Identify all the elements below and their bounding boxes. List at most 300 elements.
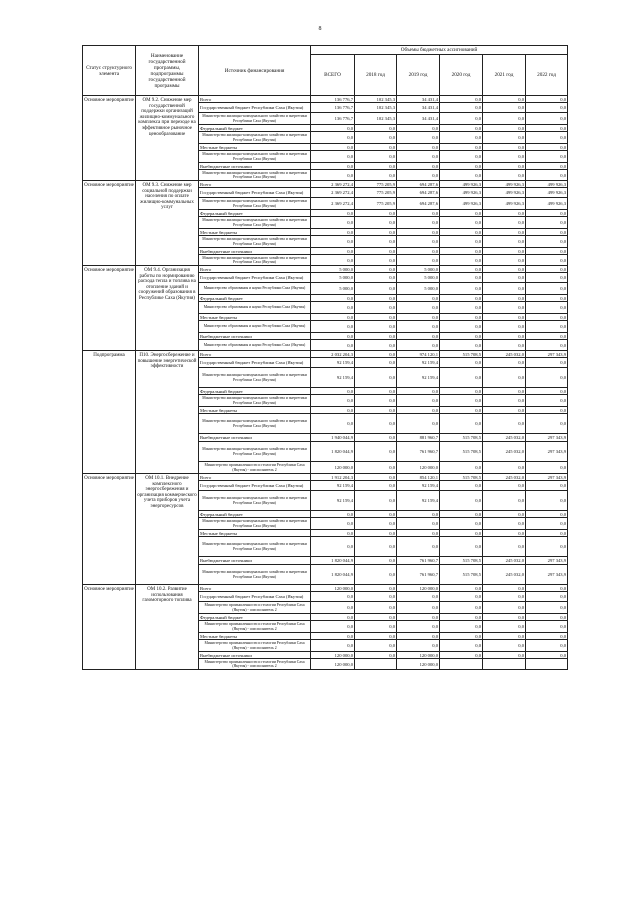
amount-cell: 0,0 bbox=[355, 537, 397, 557]
amount-cell: 0,0 bbox=[397, 302, 440, 314]
amount-cell: 0,0 bbox=[355, 518, 397, 530]
amount-cell: 854 120,1 bbox=[397, 474, 440, 481]
amount-cell: 120 000,0 bbox=[311, 585, 355, 592]
amount-cell: 0,0 bbox=[440, 621, 483, 633]
amount-cell: 297 343,9 bbox=[526, 557, 568, 565]
amount-cell: 0,0 bbox=[355, 236, 397, 248]
amount-cell: 102 345,3 bbox=[355, 96, 397, 103]
agency-cell: Министерство промышленности и геологии Республики Саха (Якутия) - соисполнитель 2 bbox=[199, 621, 311, 633]
amount-cell: 0,0 bbox=[311, 414, 355, 434]
amount-cell: 2 369 272,4 bbox=[311, 198, 355, 210]
amount-cell: 0,0 bbox=[526, 633, 568, 640]
amount-cell: 0,0 bbox=[526, 395, 568, 407]
amount-cell: 0,0 bbox=[526, 340, 568, 351]
amount-cell: 5 000,0 bbox=[311, 273, 355, 283]
amount-cell: 0,0 bbox=[526, 210, 568, 217]
amount-cell: 0,0 bbox=[355, 358, 397, 368]
amount-cell: 0,0 bbox=[440, 537, 483, 557]
agency-cell: Министерство образования и науки Республики Саха (Якутия) bbox=[199, 340, 311, 351]
amount-cell: 0,0 bbox=[483, 340, 526, 351]
amount-cell: 0,0 bbox=[483, 96, 526, 103]
amount-cell: 0,0 bbox=[355, 434, 397, 442]
amount-cell: 0,0 bbox=[526, 266, 568, 273]
amount-cell: 0,0 bbox=[311, 340, 355, 351]
amount-cell: 1 912 204,3 bbox=[311, 474, 355, 481]
amount-cell: 0,0 bbox=[526, 170, 568, 181]
amount-cell: 0,0 bbox=[311, 633, 355, 640]
amount-cell: 0,0 bbox=[440, 255, 483, 266]
amount-cell: 0,0 bbox=[440, 368, 483, 388]
amount-cell: 0,0 bbox=[526, 652, 568, 659]
amount-cell: 0,0 bbox=[397, 248, 440, 255]
amount-cell: 499 926,3 bbox=[440, 188, 483, 198]
amount-cell: 0,0 bbox=[355, 395, 397, 407]
amount-cell: 1 820 044,9 bbox=[311, 442, 355, 462]
agency-cell: Министерство жилищно-коммунального хозяйства и энергетики Республики Саха (Якутия) bbox=[199, 537, 311, 557]
amount-cell: 0,0 bbox=[526, 302, 568, 314]
program-name-cell: ОМ 9.2. Снижение мер государственной поддержки организаций жилищно-коммунального комплекса при переходе на эффективное рыночное ценообразование bbox=[136, 96, 199, 181]
amount-cell: 0,0 bbox=[440, 640, 483, 652]
amount-cell: 0,0 bbox=[483, 210, 526, 217]
amount-cell: 120 000,0 bbox=[311, 659, 355, 670]
amount-cell: 120 000,0 bbox=[397, 462, 440, 474]
amount-cell: 0,0 bbox=[397, 170, 440, 181]
agency-cell: Министерство жилищно-коммунального хозяйства и энергетики Республики Саха (Якутия) bbox=[199, 368, 311, 388]
amount-cell: 0,0 bbox=[397, 321, 440, 333]
amount-cell: 0,0 bbox=[526, 511, 568, 518]
amount-cell: 0,0 bbox=[526, 537, 568, 557]
header-row-top bbox=[83, 46, 568, 55]
amount-cell: 120 000,0 bbox=[311, 462, 355, 474]
agency-cell: Министерство промышленности и геологии Республики Саха (Якутия) - соисполнитель 2 bbox=[199, 659, 311, 670]
amount-cell: 0,0 bbox=[355, 491, 397, 511]
amount-cell: 0,0 bbox=[355, 210, 397, 217]
table-row bbox=[83, 351, 568, 358]
amount-cell: 0,0 bbox=[440, 511, 483, 518]
amount-cell: 0,0 bbox=[355, 248, 397, 255]
source-cell: Федеральный бюджет bbox=[199, 210, 311, 217]
amount-cell: 0,0 bbox=[440, 113, 483, 125]
amount-cell: 0,0 bbox=[355, 368, 397, 388]
amount-cell: 0,0 bbox=[526, 518, 568, 530]
amount-cell: 499 926,3 bbox=[483, 181, 526, 188]
amount-cell: 92 159,4 bbox=[397, 481, 440, 491]
amount-cell: 0,0 bbox=[355, 592, 397, 602]
amount-cell: 499 926,3 bbox=[526, 188, 568, 198]
amount-cell: 245 032,0 bbox=[483, 557, 526, 565]
amount-cell: 0,0 bbox=[483, 614, 526, 621]
amount-cell: 120 000,0 bbox=[397, 659, 440, 670]
amount-cell: 0,0 bbox=[483, 266, 526, 273]
amount-cell: 0,0 bbox=[440, 170, 483, 181]
agency-cell: Министерство жилищно-коммунального хозяйства и энергетики Республики Саха (Якутия) bbox=[199, 518, 311, 530]
amount-cell bbox=[526, 659, 568, 670]
source-cell: Внебюджетные источники bbox=[199, 163, 311, 170]
amount-cell: 0,0 bbox=[440, 388, 483, 395]
amount-cell: 0,0 bbox=[311, 388, 355, 395]
amount-cell: 761 960,7 bbox=[397, 442, 440, 462]
amount-cell: 0,0 bbox=[311, 592, 355, 602]
amount-cell: 0,0 bbox=[311, 407, 355, 414]
status-cell: Основное мероприятие bbox=[83, 96, 136, 181]
amount-cell: 0,0 bbox=[355, 351, 397, 358]
amount-cell: 0,0 bbox=[440, 151, 483, 163]
amount-cell: 0,0 bbox=[483, 132, 526, 144]
amount-cell: 0,0 bbox=[526, 621, 568, 633]
amount-cell: 0,0 bbox=[440, 602, 483, 614]
amount-cell: 0,0 bbox=[355, 481, 397, 491]
amount-cell: 0,0 bbox=[397, 132, 440, 144]
amount-cell: 0,0 bbox=[355, 640, 397, 652]
amount-cell: 0,0 bbox=[483, 633, 526, 640]
amount-cell: 0,0 bbox=[355, 255, 397, 266]
amount-cell: 0,0 bbox=[355, 170, 397, 181]
amount-cell: 0,0 bbox=[483, 295, 526, 302]
status-cell: Подпрограмма bbox=[83, 351, 136, 474]
amount-cell: 0,0 bbox=[483, 273, 526, 283]
amount-cell: 0,0 bbox=[440, 407, 483, 414]
amount-cell: 0,0 bbox=[483, 481, 526, 491]
page-number: 8 bbox=[318, 26, 322, 32]
source-cell: Федеральный бюджет bbox=[199, 388, 311, 395]
source-cell: Всего bbox=[199, 585, 311, 592]
amount-cell: 0,0 bbox=[526, 96, 568, 103]
amount-cell: 0,0 bbox=[483, 358, 526, 368]
amount-cell: 0,0 bbox=[311, 217, 355, 229]
table-row bbox=[83, 474, 568, 481]
amount-cell: 0,0 bbox=[311, 602, 355, 614]
amount-cell: 1 940 044,9 bbox=[311, 434, 355, 442]
amount-cell: 0,0 bbox=[483, 333, 526, 340]
amount-cell: 0,0 bbox=[483, 407, 526, 414]
program-name-cell: ОМ 10.1. Внедрение комплексного энергосбережения и организация коммерческого учета приборов учета энергоресурсов bbox=[136, 474, 199, 585]
header-source: Источник финансирования bbox=[199, 46, 311, 96]
amount-cell: 5 000,0 bbox=[311, 266, 355, 273]
amount-cell: 0,0 bbox=[526, 283, 568, 295]
amount-cell: 102 345,3 bbox=[355, 103, 397, 113]
amount-cell: 0,0 bbox=[526, 255, 568, 266]
amount-cell: 0,0 bbox=[311, 302, 355, 314]
amount-cell: 0,0 bbox=[440, 333, 483, 340]
amount-cell: 0,0 bbox=[483, 388, 526, 395]
amount-cell: 0,0 bbox=[397, 314, 440, 321]
status-cell: Основное мероприятие bbox=[83, 585, 136, 670]
amount-cell: 515 708,5 bbox=[440, 557, 483, 565]
amount-cell: 515 708,5 bbox=[440, 351, 483, 358]
source-cell: Федеральный бюджет bbox=[199, 614, 311, 621]
amount-cell: 0,0 bbox=[440, 229, 483, 236]
amount-cell: 775 205,9 bbox=[355, 198, 397, 210]
amount-cell: 0,0 bbox=[311, 511, 355, 518]
amount-cell: 0,0 bbox=[397, 592, 440, 602]
amount-cell: 0,0 bbox=[440, 144, 483, 151]
amount-cell: 0,0 bbox=[355, 462, 397, 474]
amount-cell: 0,0 bbox=[440, 248, 483, 255]
amount-cell: 499 926,3 bbox=[526, 198, 568, 210]
amount-cell: 0,0 bbox=[355, 565, 397, 585]
amount-cell: 34 431,4 bbox=[397, 113, 440, 125]
source-cell: Внебюджетные источники bbox=[199, 434, 311, 442]
amount-cell: 0,0 bbox=[440, 283, 483, 295]
amount-cell: 0,0 bbox=[397, 633, 440, 640]
agency-cell: Министерство жилищно-коммунального хозяйства и энергетики Республики Саха (Якутия) bbox=[199, 198, 311, 210]
amount-cell: 92 159,4 bbox=[397, 358, 440, 368]
source-cell: Внебюджетные источники bbox=[199, 652, 311, 659]
agency-cell: Министерство жилищно-коммунального хозяйства и энергетики Республики Саха (Якутия) bbox=[199, 442, 311, 462]
amount-cell: 136 776,7 bbox=[311, 103, 355, 113]
amount-cell: 0,0 bbox=[483, 511, 526, 518]
amount-cell: 0,0 bbox=[397, 614, 440, 621]
amount-cell: 0,0 bbox=[526, 125, 568, 132]
agency-cell: Министерство образования и науки Республики Саха (Якутия) bbox=[199, 321, 311, 333]
amount-cell: 0,0 bbox=[311, 614, 355, 621]
amount-cell: 0,0 bbox=[311, 255, 355, 266]
source-cell: Федеральный бюджет bbox=[199, 295, 311, 302]
source-cell: Местные бюджеты bbox=[199, 229, 311, 236]
amount-cell: 0,0 bbox=[526, 314, 568, 321]
amount-cell: 515 708,5 bbox=[440, 474, 483, 481]
amount-cell: 0,0 bbox=[483, 170, 526, 181]
amount-cell: 0,0 bbox=[526, 414, 568, 434]
amount-cell: 0,0 bbox=[483, 652, 526, 659]
amount-cell: 0,0 bbox=[526, 132, 568, 144]
amount-cell: 5 000,0 bbox=[397, 266, 440, 273]
header-volumes: Объемы бюджетных ассигнований bbox=[311, 46, 568, 55]
amount-cell: 0,0 bbox=[440, 614, 483, 621]
amount-cell: 0,0 bbox=[355, 302, 397, 314]
amount-cell: 0,0 bbox=[311, 530, 355, 537]
status-cell: Основное мероприятие bbox=[83, 266, 136, 351]
agency-cell: Министерство жилищно-коммунального хозяйства и энергетики Республики Саха (Якутия) bbox=[199, 414, 311, 434]
source-cell: Местные бюджеты bbox=[199, 144, 311, 151]
amount-cell: 0,0 bbox=[440, 163, 483, 170]
amount-cell: 0,0 bbox=[397, 210, 440, 217]
amount-cell: 515 708,5 bbox=[440, 565, 483, 585]
amount-cell: 0,0 bbox=[397, 518, 440, 530]
header-year: 2018 год bbox=[355, 55, 397, 96]
amount-cell: 92 159,4 bbox=[397, 491, 440, 511]
amount-cell: 0,0 bbox=[526, 229, 568, 236]
amount-cell: 245 032,0 bbox=[483, 442, 526, 462]
amount-cell: 92 159,4 bbox=[397, 368, 440, 388]
amount-cell: 0,0 bbox=[483, 248, 526, 255]
amount-cell bbox=[483, 659, 526, 670]
amount-cell: 0,0 bbox=[483, 144, 526, 151]
amount-cell: 0,0 bbox=[355, 614, 397, 621]
amount-cell: 694 287,6 bbox=[397, 181, 440, 188]
amount-cell: 136 776,7 bbox=[311, 96, 355, 103]
amount-cell bbox=[440, 659, 483, 670]
amount-cell: 0,0 bbox=[483, 103, 526, 113]
header-year: 2021 год bbox=[483, 55, 526, 96]
amount-cell: 499 926,3 bbox=[440, 181, 483, 188]
amount-cell: 0,0 bbox=[397, 414, 440, 434]
amount-cell: 0,0 bbox=[397, 537, 440, 557]
amount-cell: 0,0 bbox=[355, 557, 397, 565]
amount-cell: 0,0 bbox=[355, 273, 397, 283]
program-name-cell: ОМ 9.3. Снижение мер социальной поддержки населения по оплате жилищно-коммунальных услуг bbox=[136, 181, 199, 266]
amount-cell bbox=[355, 659, 397, 670]
amount-cell: 0,0 bbox=[397, 229, 440, 236]
amount-cell: 0,0 bbox=[355, 530, 397, 537]
agency-cell: Министерство жилищно-коммунального хозяйства и энергетики Республики Саха (Якутия) bbox=[199, 491, 311, 511]
amount-cell: 0,0 bbox=[355, 388, 397, 395]
status-cell: Основное мероприятие bbox=[83, 474, 136, 585]
amount-cell: 92 159,4 bbox=[311, 491, 355, 511]
amount-cell: 0,0 bbox=[440, 518, 483, 530]
agency-cell: Министерство промышленности и геологии Республики Саха (Якутия) - соисполнитель 2 bbox=[199, 602, 311, 614]
amount-cell: 0,0 bbox=[483, 414, 526, 434]
agency-cell: Министерство жилищно-коммунального хозяйства и энергетики Республики Саха (Якутия) bbox=[199, 236, 311, 248]
amount-cell: 0,0 bbox=[440, 125, 483, 132]
amount-cell: 0,0 bbox=[397, 151, 440, 163]
amount-cell: 0,0 bbox=[355, 266, 397, 273]
amount-cell: 2 369 272,4 bbox=[311, 188, 355, 198]
amount-cell: 0,0 bbox=[483, 592, 526, 602]
amount-cell: 0,0 bbox=[483, 368, 526, 388]
amount-cell: 0,0 bbox=[311, 210, 355, 217]
amount-cell: 0,0 bbox=[483, 151, 526, 163]
amount-cell: 0,0 bbox=[483, 491, 526, 511]
amount-cell: 0,0 bbox=[397, 395, 440, 407]
amount-cell: 0,0 bbox=[355, 585, 397, 592]
amount-cell: 0,0 bbox=[311, 163, 355, 170]
amount-cell: 0,0 bbox=[397, 530, 440, 537]
amount-cell: 0,0 bbox=[526, 481, 568, 491]
amount-cell: 0,0 bbox=[355, 442, 397, 462]
amount-cell: 0,0 bbox=[526, 602, 568, 614]
amount-cell: 0,0 bbox=[355, 229, 397, 236]
amount-cell: 0,0 bbox=[440, 132, 483, 144]
amount-cell: 499 926,3 bbox=[526, 181, 568, 188]
amount-cell: 0,0 bbox=[440, 481, 483, 491]
amount-cell: 0,0 bbox=[355, 474, 397, 481]
amount-cell: 0,0 bbox=[311, 640, 355, 652]
table-row bbox=[83, 181, 568, 188]
amount-cell: 0,0 bbox=[355, 163, 397, 170]
amount-cell: 0,0 bbox=[311, 333, 355, 340]
amount-cell: 515 708,5 bbox=[440, 442, 483, 462]
amount-cell: 0,0 bbox=[440, 96, 483, 103]
amount-cell: 0,0 bbox=[440, 652, 483, 659]
amount-cell: 0,0 bbox=[440, 358, 483, 368]
amount-cell: 0,0 bbox=[526, 103, 568, 113]
amount-cell: 515 708,5 bbox=[440, 434, 483, 442]
amount-cell: 0,0 bbox=[440, 633, 483, 640]
amount-cell: 0,0 bbox=[311, 236, 355, 248]
amount-cell: 0,0 bbox=[397, 621, 440, 633]
amount-cell: 0,0 bbox=[526, 144, 568, 151]
amount-cell: 0,0 bbox=[311, 395, 355, 407]
amount-cell: 120 000,0 bbox=[397, 652, 440, 659]
amount-cell: 0,0 bbox=[440, 210, 483, 217]
amount-cell: 0,0 bbox=[440, 530, 483, 537]
amount-cell: 0,0 bbox=[397, 333, 440, 340]
amount-cell: 2 032 204,3 bbox=[311, 351, 355, 358]
amount-cell: 0,0 bbox=[526, 462, 568, 474]
amount-cell: 0,0 bbox=[397, 640, 440, 652]
amount-cell: 0,0 bbox=[483, 585, 526, 592]
header-year: 2019 год bbox=[397, 55, 440, 96]
amount-cell: 0,0 bbox=[483, 163, 526, 170]
agency-cell: Министерство жилищно-коммунального хозяйства и энергетики Республики Саха (Якутия) bbox=[199, 395, 311, 407]
amount-cell: 775 205,9 bbox=[355, 181, 397, 188]
amount-cell: 0,0 bbox=[526, 592, 568, 602]
amount-cell: 0,0 bbox=[355, 283, 397, 295]
amount-cell: 0,0 bbox=[311, 248, 355, 255]
amount-cell: 0,0 bbox=[397, 407, 440, 414]
agency-cell: Министерство жилищно-коммунального хозяйства и энергетики Республики Саха (Якутия) bbox=[199, 151, 311, 163]
amount-cell: 0,0 bbox=[483, 302, 526, 314]
amount-cell: 102 345,3 bbox=[355, 113, 397, 125]
amount-cell: 0,0 bbox=[355, 295, 397, 302]
amount-cell: 499 926,3 bbox=[440, 198, 483, 210]
amount-cell: 0,0 bbox=[526, 388, 568, 395]
amount-cell: 245 032,0 bbox=[483, 434, 526, 442]
amount-cell: 0,0 bbox=[483, 125, 526, 132]
amount-cell: 0,0 bbox=[440, 302, 483, 314]
amount-cell: 0,0 bbox=[355, 321, 397, 333]
agency-cell: Министерство жилищно-коммунального хозяйства и энергетики Республики Саха (Якутия) bbox=[199, 113, 311, 125]
amount-cell: 0,0 bbox=[355, 621, 397, 633]
amount-cell: 0,0 bbox=[526, 614, 568, 621]
amount-cell: 0,0 bbox=[526, 491, 568, 511]
amount-cell: 0,0 bbox=[440, 491, 483, 511]
amount-cell: 2 369 272,4 bbox=[311, 181, 355, 188]
amount-cell: 0,0 bbox=[526, 640, 568, 652]
amount-cell: 0,0 bbox=[355, 414, 397, 434]
amount-cell: 0,0 bbox=[397, 255, 440, 266]
source-cell: Государственный бюджет Республики Саха (Якутия) bbox=[199, 481, 311, 491]
amount-cell: 0,0 bbox=[311, 295, 355, 302]
amount-cell: 0,0 bbox=[311, 229, 355, 236]
amount-cell: 0,0 bbox=[483, 462, 526, 474]
source-cell: Внебюджетные источники bbox=[199, 557, 311, 565]
source-cell: Местные бюджеты bbox=[199, 530, 311, 537]
amount-cell: 0,0 bbox=[440, 314, 483, 321]
source-cell: Местные бюджеты bbox=[199, 407, 311, 414]
amount-cell: 0,0 bbox=[355, 125, 397, 132]
agency-cell: Министерство жилищно-коммунального хозяйства и энергетики Республики Саха (Якутия) bbox=[199, 565, 311, 585]
amount-cell: 245 032,0 bbox=[483, 565, 526, 585]
amount-cell: 0,0 bbox=[483, 255, 526, 266]
amount-cell: 0,0 bbox=[526, 585, 568, 592]
amount-cell: 0,0 bbox=[311, 132, 355, 144]
amount-cell: 0,0 bbox=[526, 530, 568, 537]
amount-cell: 34 431,4 bbox=[397, 103, 440, 113]
amount-cell: 0,0 bbox=[397, 163, 440, 170]
amount-cell: 694 287,6 bbox=[397, 188, 440, 198]
amount-cell: 0,0 bbox=[483, 537, 526, 557]
amount-cell: 694 287,6 bbox=[397, 198, 440, 210]
amount-cell: 0,0 bbox=[483, 113, 526, 125]
amount-cell: 0,0 bbox=[355, 407, 397, 414]
amount-cell: 0,0 bbox=[355, 144, 397, 151]
header-year: 2022 год bbox=[526, 55, 568, 96]
amount-cell: 0,0 bbox=[311, 170, 355, 181]
amount-cell: 0,0 bbox=[397, 511, 440, 518]
program-name-cell: ОМ 10.2. Развитие использования газомоторного топлива bbox=[136, 585, 199, 670]
amount-cell: 34 431,4 bbox=[397, 96, 440, 103]
amount-cell: 1 820 044,9 bbox=[311, 565, 355, 585]
amount-cell: 0,0 bbox=[311, 537, 355, 557]
source-cell: Всего bbox=[199, 474, 311, 481]
amount-cell: 297 343,9 bbox=[526, 351, 568, 358]
header-name: Наименование государственной программы, подпрограммы государственной программы bbox=[136, 46, 199, 96]
amount-cell: 297 343,9 bbox=[526, 434, 568, 442]
amount-cell: 0,0 bbox=[440, 395, 483, 407]
amount-cell: 0,0 bbox=[483, 321, 526, 333]
